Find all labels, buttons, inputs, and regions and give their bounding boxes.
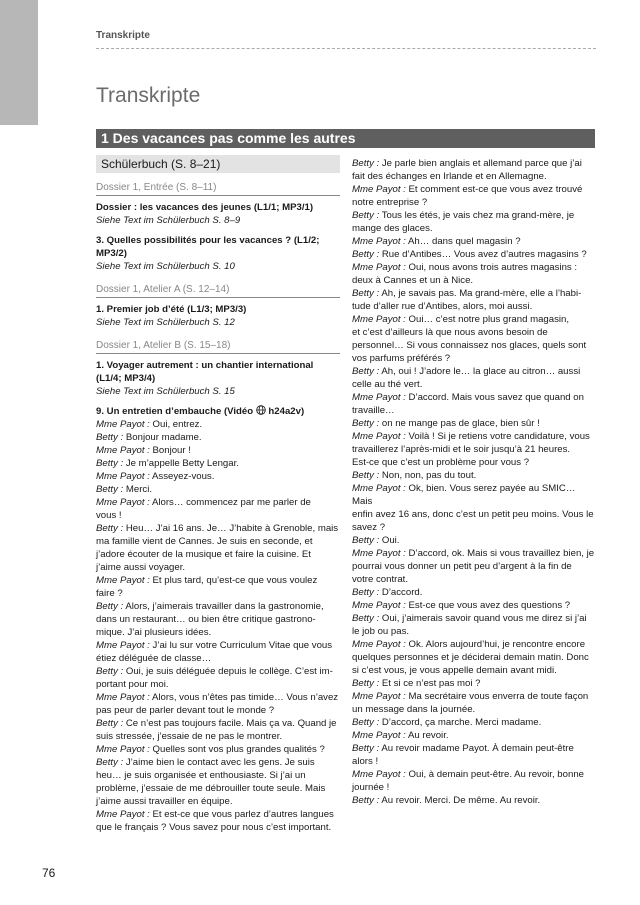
- dialog-line: [352, 443, 596, 456]
- dialog-line: [352, 794, 596, 807]
- speaker-label: Betty :: [96, 757, 124, 768]
- dialog-text: J’ai lu sur votre Curriculum Vitae que vous: [149, 640, 333, 651]
- dialog-line: [96, 743, 340, 756]
- dialog-text: pourrai vous donner un petit peu d’argent à la fin de: [352, 561, 572, 572]
- speaker-label: Mme Payot :: [352, 691, 406, 702]
- speaker-label: Betty :: [96, 718, 124, 729]
- dialog-text: Asseyez-vous.: [149, 471, 215, 482]
- dialog-text: suis stressée, j’essaie de ne pas le montrer.: [96, 731, 283, 742]
- speaker-label: Betty :: [352, 587, 380, 598]
- speaker-label: Mme Payot :: [352, 184, 406, 195]
- page-number: 76: [42, 866, 56, 880]
- dialog-text: Voilà ! Si je retiens votre candidature, vous: [405, 431, 590, 442]
- dialog-line: [352, 430, 596, 443]
- dialog-line: [96, 756, 340, 769]
- dialog-text: mique. J’ai plusieurs idées.: [96, 627, 212, 638]
- speaker-label: Betty :: [352, 158, 380, 169]
- dialog-text: Je m’appelle Betty Lengar.: [123, 458, 239, 469]
- dialog-line: [352, 521, 596, 534]
- dialog-text: notre entreprise ?: [352, 197, 428, 208]
- dialog-text: Au revoir.: [405, 730, 449, 741]
- dialog-line: [96, 496, 340, 509]
- dialog-line: [352, 339, 596, 352]
- dialog-line: [352, 248, 596, 261]
- dialog-line: [96, 613, 340, 626]
- dashed-divider: [96, 48, 596, 49]
- dialog-text: Oui, entrez.: [149, 419, 203, 430]
- dialog-line: [96, 457, 340, 470]
- running-head: Transkripte: [96, 30, 150, 41]
- dialog-line: [352, 170, 596, 183]
- dialog-line: [96, 470, 340, 483]
- dialog-line: [96, 665, 340, 678]
- dialog-line: [352, 573, 596, 586]
- entry-title: 1. Voyager autrement : un chantier international: [96, 360, 314, 371]
- dialog-text: problème, j’essaie de me débrouiller toute seule. Mais: [96, 783, 326, 794]
- dialog-line: [352, 378, 596, 391]
- dialog-line: [352, 222, 596, 235]
- dialog-text: D’accord.: [379, 587, 423, 598]
- dialog-text: Ah, je savais pas. Ma grand-mère, elle a l’habi-: [379, 288, 582, 299]
- chapter-title: 1 Des vacances pas comme les autres: [96, 129, 595, 148]
- dialog-line: [96, 782, 340, 795]
- dialog-text: Ah, oui ! J’adore le… la glace au citron… aussi: [379, 366, 581, 377]
- speaker-label: Betty :: [352, 288, 380, 299]
- entry-reference: Siehe Text im Schülerbuch S. 15: [96, 386, 235, 397]
- speaker-label: Betty :: [352, 795, 380, 806]
- dialog-text: j’adore écouter de la musique et faire la cuisine. Et: [96, 549, 311, 560]
- globe-icon: [256, 405, 266, 415]
- dialog-text: pas peur de parler devant tout le monde ?: [96, 705, 275, 716]
- dialog-line: [352, 599, 596, 612]
- dialog-line: [352, 612, 596, 625]
- dialog-line: [352, 651, 596, 664]
- dialog-text: tude d’aller rue d’Antibes, alors, moi aussi.: [352, 301, 533, 312]
- dialog-line: [96, 483, 340, 496]
- speaker-label: Betty :: [96, 666, 124, 677]
- dialog-line: [352, 404, 596, 417]
- dialog-text: fait des échanges en Irlande et en Allemagne.: [352, 171, 547, 182]
- dialog-text: Et plus tard, qu’est-ce que vous voulez: [149, 575, 318, 586]
- dialog-line: [96, 522, 340, 535]
- dialog-text: Et est-ce que vous parlez d’autres langues: [149, 809, 334, 820]
- dialog-text: Je parle bien anglais et allemand parce que j’ai: [379, 158, 582, 169]
- dialog-line: [352, 157, 596, 170]
- page-title: Transkripte: [96, 84, 201, 107]
- dialog-line: [96, 509, 340, 522]
- dialog-text: savez ?: [352, 522, 386, 533]
- dialog-text: vous !: [96, 510, 122, 521]
- speaker-label: Mme Payot :: [96, 692, 150, 703]
- speaker-label: Betty :: [96, 458, 124, 469]
- entry-title: 3. Quelles possibilités pour les vacances ? (L1/2; MP3/2): [96, 235, 320, 259]
- book-section-head: Schülerbuch (S. 8–21): [96, 155, 340, 173]
- dialog-line: [96, 808, 340, 821]
- speaker-label: Betty :: [96, 484, 124, 495]
- dialog-text: Ok. Alors aujourd’hui, je rencontre encore: [405, 639, 586, 650]
- dialog-text: Et si ce n’est pas moi ?: [379, 678, 481, 689]
- entry-title-part: 9. Un entretien d’embauche (Vidéo: [96, 406, 256, 417]
- dialog-text: vos parfums préférés ?: [352, 353, 451, 364]
- dialog-transcript-right: [352, 157, 596, 807]
- dialog-line: [352, 508, 596, 521]
- dialog-text: le job ou pas.: [352, 626, 410, 637]
- dialog-text: et c’est d’ailleurs là que nous avons besoin de: [352, 327, 548, 338]
- dialog-text: Bonjour madame.: [123, 432, 202, 443]
- dialog-line: [352, 456, 596, 469]
- dialog-text: Au revoir madame Payot. À demain peut-être: [379, 743, 574, 754]
- dialog-line: [352, 690, 596, 703]
- dialog-line: [352, 625, 596, 638]
- dialog-text: Alors, j’aimerais travailler dans la gastronomie,: [123, 601, 324, 612]
- dialog-text: Ok, bien. Vous serez payée au SMIC… Mais: [352, 483, 576, 507]
- speaker-label: Mme Payot :: [96, 575, 150, 586]
- dialog-line: [96, 704, 340, 717]
- dialog-line: [352, 196, 596, 209]
- speaker-label: Mme Payot :: [352, 483, 406, 494]
- speaker-label: Betty :: [352, 418, 380, 429]
- speaker-label: Mme Payot :: [352, 730, 406, 741]
- dialog-text: D’accord. Mais vous savez que quand on: [405, 392, 584, 403]
- dialog-text: Ma secrétaire vous enverra de toute façon: [405, 691, 589, 702]
- dialog-line: [352, 209, 596, 222]
- dialog-line: [96, 730, 340, 743]
- speaker-label: Betty :: [352, 535, 380, 546]
- dialog-line: [96, 691, 340, 704]
- dialog-line: [352, 677, 596, 690]
- dialog-text: faire ?: [96, 588, 123, 599]
- speaker-label: Mme Payot :: [352, 600, 406, 611]
- dialog-text: Merci.: [123, 484, 152, 495]
- dialog-text: Est-ce que c’est un problème pour vous ?: [352, 457, 530, 468]
- dialog-line: [352, 469, 596, 482]
- dialog-line: [352, 300, 596, 313]
- dialog-line: [352, 287, 596, 300]
- dialog-line: [352, 326, 596, 339]
- dialog-text: j’aime aussi travailler en équipe.: [96, 796, 233, 807]
- speaker-label: Betty :: [352, 249, 380, 260]
- dialog-line: [352, 261, 596, 274]
- dialog-line: [352, 755, 596, 768]
- dialog-text: travaillerez l’après-midi et le soir jusqu’à 21 heures.: [352, 444, 571, 455]
- dossier-head-atelier-b: Dossier 1, Atelier B (S. 15–18): [96, 339, 340, 354]
- dialog-line: [352, 742, 596, 755]
- dialog-text: enfin avez 16 ans, donc c’est un petit peu moins. Vous le: [352, 509, 594, 520]
- dossier-head-atelier-a: Dossier 1, Atelier A (S. 12–14): [96, 283, 340, 298]
- dialog-line: [352, 391, 596, 404]
- dialog-line: [96, 561, 340, 574]
- speaker-label: Betty :: [352, 743, 380, 754]
- dialog-line: [96, 574, 340, 587]
- speaker-label: Mme Payot :: [96, 445, 150, 456]
- dialog-text: quelques personnes et je déciderai demain matin. Donc: [352, 652, 589, 663]
- dialog-text: personnel… Si vous connaissez nos glaces, quels sont: [352, 340, 587, 351]
- dialog-text: Oui, j’aimerais savoir quand vous me direz si j’ai: [379, 613, 587, 624]
- dialog-line: [96, 444, 340, 457]
- dialog-text: Oui, à demain peut-être. Au revoir, bonne: [405, 769, 584, 780]
- entry-title-part: h24a2v): [265, 406, 305, 417]
- speaker-label: Betty :: [352, 366, 380, 377]
- dialog-text: D’accord, ok. Mais si vous travaillez bien, je: [405, 548, 595, 559]
- dialog-text: Au revoir. Merci. De même. Au revoir.: [379, 795, 541, 806]
- dialog-text: Et comment est-ce que vous avez trouvé: [405, 184, 583, 195]
- dialog-text: celle au thé vert.: [352, 379, 423, 390]
- dialog-text: Alors, vous n’êtes pas timide… Vous n’avez: [149, 692, 339, 703]
- speaker-label: Betty :: [352, 613, 380, 624]
- dialog-text: Ce n’est pas toujours facile. Mais ça va. Quand je: [123, 718, 337, 729]
- speaker-label: Mme Payot :: [96, 744, 150, 755]
- dialog-line: [96, 626, 340, 639]
- dialog-text: étiez déléguée de classe…: [96, 653, 212, 664]
- speaker-label: Betty :: [96, 601, 124, 612]
- dialog-text: j’aime aussi voyager.: [96, 562, 186, 573]
- dialog-line: [352, 560, 596, 573]
- speaker-label: Mme Payot :: [352, 262, 406, 273]
- entry-title-video: [96, 405, 340, 418]
- dialog-line: [96, 431, 340, 444]
- dialog-line: [96, 717, 340, 730]
- dialog-line: [352, 729, 596, 742]
- section-tab-marker: [0, 0, 38, 125]
- dialog-text: un message dans la journée.: [352, 704, 476, 715]
- dialog-text: Ah… dans quel magasin ?: [405, 236, 521, 247]
- dialog-text: Est-ce que vous avez des questions ?: [405, 600, 571, 611]
- dialog-text: alors !: [352, 756, 379, 767]
- dialog-line: [96, 600, 340, 613]
- left-column: [96, 155, 340, 834]
- dialog-line: [352, 274, 596, 287]
- speaker-label: Mme Payot :: [352, 431, 406, 442]
- dialog-transcript-left: [96, 418, 340, 834]
- dialog-text: heu… je suis organisée et enthousiaste. Si j’ai un: [96, 770, 306, 781]
- speaker-label: Betty :: [352, 470, 380, 481]
- dialog-text: deux à Cannes et un à Nice.: [352, 275, 474, 286]
- speaker-label: Mme Payot :: [352, 548, 406, 559]
- dialog-text: J’aime bien le contact avec les gens. Je suis: [123, 757, 315, 768]
- dialog-line: [352, 703, 596, 716]
- dialog-text: Bonjour !: [149, 445, 191, 456]
- dialog-line: [96, 418, 340, 431]
- dialog-line: [96, 769, 340, 782]
- dialog-text: Oui, je suis déléguée depuis le collège. C’est im-: [123, 666, 333, 677]
- dialog-line: [352, 664, 596, 677]
- speaker-label: Betty :: [352, 717, 380, 728]
- entry-title: Dossier : les vacances des jeunes (L1/1; MP3/1): [96, 202, 314, 213]
- dialog-line: [352, 352, 596, 365]
- dialog-line: [352, 235, 596, 248]
- entry-title: 1. Premier job d’été (L1/3; MP3/3): [96, 304, 247, 315]
- speaker-label: Mme Payot :: [352, 769, 406, 780]
- speaker-label: Betty :: [96, 432, 124, 443]
- dialog-text: si c’est vous, je vous appelle demain avant midi.: [352, 665, 557, 676]
- speaker-label: Mme Payot :: [352, 639, 406, 650]
- dialog-line: [96, 678, 340, 691]
- entry-reference: Siehe Text im Schülerbuch S. 10: [96, 261, 235, 272]
- dialog-line: [352, 638, 596, 651]
- dialog-line: [352, 586, 596, 599]
- speaker-label: Betty :: [96, 523, 124, 534]
- dossier-head-entree: Dossier 1, Entrée (S. 8–11): [96, 181, 340, 196]
- dialog-text: dans un restaurant… ou bien être critique gastrono-: [96, 614, 316, 625]
- dialog-line: [352, 781, 596, 794]
- dialog-line: [352, 716, 596, 729]
- speaker-label: Mme Payot :: [352, 314, 406, 325]
- entry-reference: Siehe Text im Schülerbuch S. 12: [96, 317, 235, 328]
- dialog-line: [352, 313, 596, 326]
- dialog-text: Alors… commencez par me parler de: [149, 497, 311, 508]
- dialog-line: [352, 534, 596, 547]
- dialog-text: Oui… c’est notre plus grand magasin,: [405, 314, 570, 325]
- speaker-label: Betty :: [352, 210, 380, 221]
- dialog-text: on ne mange pas de glace, bien sûr !: [379, 418, 540, 429]
- entry-reference: Siehe Text im Schülerbuch S. 8–9: [96, 215, 241, 226]
- dialog-line: [96, 535, 340, 548]
- speaker-label: Mme Payot :: [96, 640, 150, 651]
- dialog-text: Oui, nous avons trois autres magasins :: [405, 262, 578, 273]
- dialog-line: [96, 652, 340, 665]
- dialog-line: [352, 365, 596, 378]
- entry-title: (L1/4; MP3/4): [96, 373, 156, 384]
- dialog-text: ma famille vient de Cannes. Je suis en seconde, et: [96, 536, 313, 547]
- dialog-text: que le français ? Vous savez pour nous c’est important.: [96, 822, 332, 833]
- dialog-line: [96, 795, 340, 808]
- dialog-line: [96, 639, 340, 652]
- dialog-line: [352, 547, 596, 560]
- dialog-line: [352, 768, 596, 781]
- speaker-label: Mme Payot :: [96, 419, 150, 430]
- speaker-label: Mme Payot :: [96, 497, 150, 508]
- dialog-text: travaille…: [352, 405, 395, 416]
- speaker-label: Mme Payot :: [96, 809, 150, 820]
- dialog-text: Oui.: [379, 535, 400, 546]
- dialog-line: [352, 482, 596, 508]
- speaker-label: Mme Payot :: [352, 392, 406, 403]
- dialog-text: journée !: [352, 782, 390, 793]
- dialog-text: Heu… J’ai 16 ans. Je… J’habite à Grenoble, mais: [123, 523, 339, 534]
- speaker-label: Betty :: [352, 678, 380, 689]
- dialog-line: [96, 587, 340, 600]
- dialog-text: Quelles sont vos plus grandes qualités ?: [149, 744, 325, 755]
- dialog-text: votre contrat.: [352, 574, 408, 585]
- dialog-line: [96, 821, 340, 834]
- dialog-text: D’accord, ça marche. Merci madame.: [379, 717, 542, 728]
- dialog-text: Rue d’Antibes… Vous avez d’autres magasins ?: [379, 249, 587, 260]
- dialog-text: Tous les étés, je vais chez ma grand-mère, je: [379, 210, 575, 221]
- dialog-line: [96, 548, 340, 561]
- dialog-text: portant pour moi.: [96, 679, 169, 690]
- dialog-text: mange des glaces.: [352, 223, 433, 234]
- dialog-line: [352, 417, 596, 430]
- dialog-line: [352, 183, 596, 196]
- dialog-text: Non, non, pas du tout.: [379, 470, 477, 481]
- speaker-label: Mme Payot :: [352, 236, 406, 247]
- speaker-label: Mme Payot :: [96, 471, 150, 482]
